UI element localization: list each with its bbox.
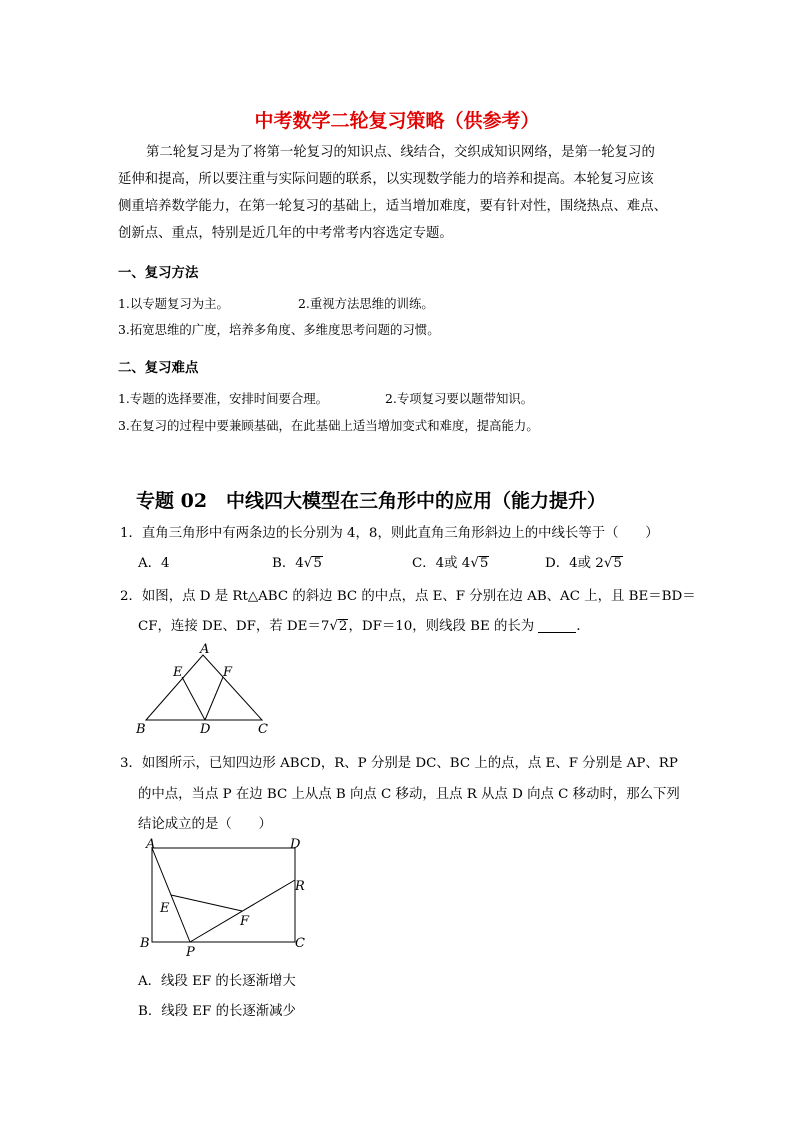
segment-ef xyxy=(171,895,242,911)
q3-rectangle-figure xyxy=(130,835,320,965)
q3-line-3: 结论成立的是（ ） xyxy=(138,817,272,832)
triangle-abc xyxy=(146,655,262,720)
segment-pr xyxy=(190,880,295,942)
segment-de xyxy=(182,677,205,720)
q1-option-c: C．4或 4√5 xyxy=(412,556,489,571)
label-a: A xyxy=(200,642,210,657)
method-item-3: 3.拓宽思维的广度，培养多角度、多维度思考问题的习惯。 xyxy=(118,322,440,337)
label-b: B xyxy=(140,936,150,951)
q2-line-2: CF，连接 DE、DF，若 DE＝7√2，DF＝10，则线段 BE 的长为 ． xyxy=(138,619,590,634)
section-heading-difficulties: 二、复习难点 xyxy=(118,361,199,376)
label-e: E xyxy=(173,665,183,680)
label-d: D xyxy=(200,722,211,737)
topic-heading: 专题 02 中线四大模型在三角形中的应用（能力提升） xyxy=(136,490,607,512)
intro-line-1: 第二轮复习是为了将第一轮复习的知识点、线结合，交织成知识网络，是第一轮复习的 xyxy=(146,145,655,160)
label-c: C xyxy=(295,936,305,951)
method-item-2: 2.重视方法思维的训练。 xyxy=(298,296,434,311)
q3-line-2: 的中点，当点 P 在边 BC 上从点 B 向点 C 移动，且点 R 从点 D 向点 C 移动时，那么下列 xyxy=(138,787,680,802)
difficulty-item-3: 3.在复习的过程中要兼顾基础，在此基础上适当增加变式和难度，提高能力。 xyxy=(118,418,539,433)
intro-line-3: 侧重培养数学能力，在第一轮复习的基础上，适当增加难度，要有针对性，围绕热点、难点、 xyxy=(118,199,668,214)
label-r: R xyxy=(295,879,305,894)
answer-blank xyxy=(538,632,576,633)
section-heading-methods: 一、复习方法 xyxy=(118,266,199,281)
difficulty-item-1: 1.专题的选择要准，安排时间要合理。 xyxy=(118,391,329,406)
q1-option-b: B．4√5 xyxy=(272,556,322,571)
label-f: F xyxy=(223,665,233,680)
method-item-1: 1.以专题复习为主。 xyxy=(118,296,229,311)
label-b: B xyxy=(136,722,146,737)
q1-stem: 1．直角三角形中有两条边的长分别为 4，8，则此直角三角形斜边上的中线长等于（ ） xyxy=(120,526,659,541)
label-d: D xyxy=(290,837,301,852)
page-title: 中考数学二轮复习策略（供参考） xyxy=(254,110,540,132)
q3-line-1: 3．如图所示，已知四边形 ABCD，R、P 分别是 DC、BC 上的点，点 E、F 分别是 AP、RP xyxy=(120,756,678,771)
label-c: C xyxy=(258,722,268,737)
intro-line-2: 延伸和提高，所以要注重与实际问题的联系，以实现数学能力的培养和提高。本轮复习应该 xyxy=(118,172,654,187)
label-p: P xyxy=(186,945,195,960)
q2-line-1: 2．如图，点 D 是 Rt△ABC 的斜边 BC 的中点，点 E、F 分别在边 AB、AC 上，且 BE＝BD＝ xyxy=(120,589,696,604)
intro-line-4: 创新点、重点，特别是近几年的中考常考内容选定专题。 xyxy=(118,226,453,241)
label-e: E xyxy=(160,901,170,916)
label-a: A xyxy=(146,837,156,852)
q3-option-b: B．线段 EF 的长逐渐减少 xyxy=(138,1004,296,1019)
rectangle-abcd xyxy=(152,848,295,942)
difficulty-item-2: 2.专项复习要以题带知识。 xyxy=(385,391,534,406)
segment-df xyxy=(205,677,223,720)
q1-option-a: A．4 xyxy=(138,556,170,571)
q2-triangle-figure xyxy=(130,640,290,740)
q1-option-d: D．4或 2√5 xyxy=(545,556,622,571)
label-f: F xyxy=(240,914,250,929)
q3-option-a: A．线段 EF 的长逐渐增大 xyxy=(138,974,296,989)
